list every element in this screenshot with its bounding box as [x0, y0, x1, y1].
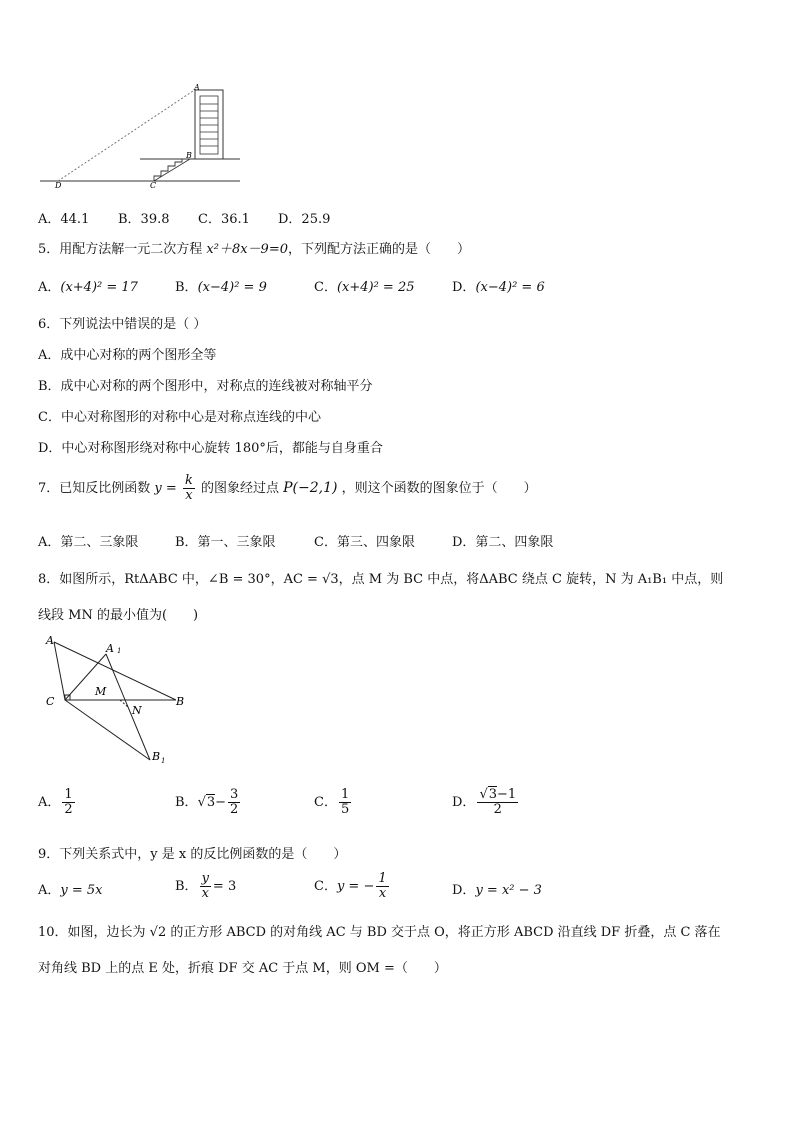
label-B: B [186, 151, 192, 160]
svg-text:M: M [95, 685, 107, 698]
svg-text:1: 1 [117, 647, 122, 655]
q9-option-c[interactable]: C．y = − $\frac{1}{x}$ [314, 871, 387, 901]
label-A: A [194, 83, 200, 92]
q6-option-b[interactable]: B．成中心对称的两个图形中，对称点的连线被对称轴平分 [38, 379, 373, 394]
q4-option-b[interactable]: B．39.8 [118, 212, 170, 227]
q10-line2: 对角线 BD 上的点 E 处，折痕 DF 交 AC 于点 M，则 OM =（ ） [38, 961, 447, 976]
q9-option-d[interactable]: D．y = x² − 3 [452, 883, 542, 898]
q5-option-d[interactable]: D．(x−4)² = 6 [452, 280, 545, 295]
q10-line1: 10．如图，边长为 √2 的正方形 ABCD 的对角线 AC 与 BD 交于点 O，将正方形 ABCD 沿直线 DF 折叠，点 C 落在 [38, 925, 721, 940]
q5-stem: 5．用配方法解一元二次方程 x²＋8x－9=0，下列配方法正确的是（ ） [38, 242, 471, 257]
svg-text:1: 1 [161, 757, 166, 765]
figure-triangle [40, 632, 190, 772]
q7-option-a[interactable]: A．第二、三象限 [38, 535, 139, 550]
svg-text:C: C [46, 695, 55, 708]
q8-option-d[interactable]: D． $\frac{√3-1}{2}$ [452, 787, 517, 817]
q8-line1: 8．如图所示，RtΔABC 中，∠B = 30°，AC = √3，点 M 为 BC 中点，将ΔABC 绕点 C 旋转，N 为 A₁B₁ 中点，则 [38, 572, 724, 587]
q6-option-c[interactable]: C．中心对称图形的对称中心是对称点连线的中心 [38, 410, 321, 425]
q8-option-c[interactable]: C． $\frac{1}{5}$ [314, 787, 350, 817]
q4-option-a[interactable]: A．44.1 [38, 212, 90, 227]
q8-option-a[interactable]: A． $\frac{1}{2}$ [38, 787, 73, 817]
q6-stem: 6．下列说法中错误的是（ ） [38, 317, 207, 332]
q5-option-b[interactable]: B．(x−4)² = 9 [175, 280, 267, 295]
label-C: C [150, 181, 157, 190]
q7-option-b[interactable]: B．第一、三象限 [175, 535, 276, 550]
q7-stem: 7．已知反比例函数 y = $\frac{k}{x}$ 的图象经过点 P(−2,1) ，则这个函数的图象位于（ ） [38, 473, 537, 503]
q7-option-c[interactable]: C．第三、四象限 [314, 535, 415, 550]
figure-building [40, 82, 245, 192]
svg-text:B: B [152, 750, 161, 763]
q5-option-a[interactable]: A．(x+4)² = 17 [38, 280, 138, 295]
q8-option-b[interactable]: B．√3− $\frac{3}{2}$ [175, 787, 239, 817]
q4-option-c[interactable]: C．36.1 [198, 212, 250, 227]
q9-stem: 9．下列关系式中，y 是 x 的反比例函数的是（ ） [38, 847, 347, 862]
svg-text:N: N [132, 704, 142, 717]
q6-option-d[interactable]: D．中心对称图形绕对称中心旋转 180°后，都能与自身重合 [38, 441, 383, 456]
q9-option-a[interactable]: A．y = 5x [38, 883, 103, 898]
q5-option-c[interactable]: C．(x+4)² = 25 [314, 280, 415, 295]
svg-text:A: A [46, 634, 54, 647]
q6-option-a[interactable]: A．成中心对称的两个图形全等 [38, 348, 217, 363]
q4-option-d[interactable]: D．25.9 [278, 212, 331, 227]
svg-text:A: A [106, 642, 114, 655]
q7-option-d[interactable]: D．第二、四象限 [452, 535, 554, 550]
q9-option-b[interactable]: B． $\frac{y}{x}$ = 3 [175, 871, 237, 901]
svg-text:B: B [176, 695, 185, 708]
q8-line2: 线段 MN 的最小值为( ) [38, 608, 199, 623]
label-D: D [55, 181, 62, 190]
q7-fraction: $\frac{k}{x}$ [184, 473, 193, 503]
